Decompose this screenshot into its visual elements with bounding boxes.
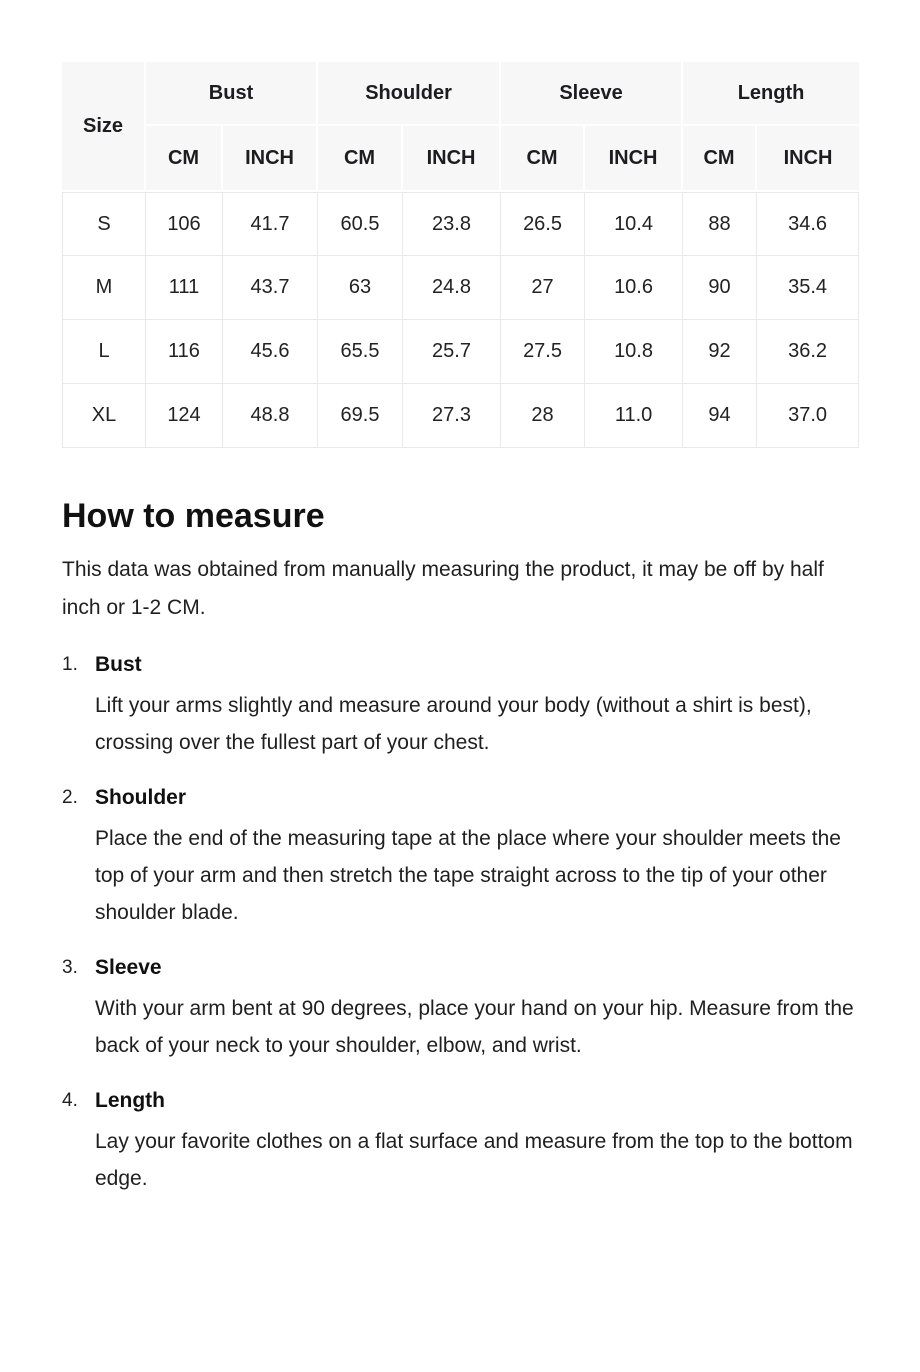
table-row-m — [62, 256, 859, 320]
value-cell: 10.8 — [585, 320, 683, 384]
step-description: With your arm bent at 90 degrees, place your hand on your hip. Measure from the back of your neck to your shoulder, elbow, and wrist. — [95, 997, 854, 1057]
value-cell: 88 — [683, 192, 757, 256]
value-cell: 94 — [683, 384, 757, 448]
unit-header-sleeve-inch: INCH — [585, 126, 683, 192]
value-cell: 37.0 — [757, 384, 859, 448]
value-cell: 106 — [146, 192, 223, 256]
step-term: Shoulder — [95, 786, 187, 809]
measure-steps-list — [62, 651, 859, 1197]
value-cell: 41.7 — [223, 192, 318, 256]
unit-header-bust-cm: CM — [146, 126, 223, 192]
value-cell: 45.6 — [223, 320, 318, 384]
step-term: Bust — [95, 653, 142, 676]
value-cell: 26.5 — [501, 192, 585, 256]
step-item-length — [62, 1087, 859, 1197]
step-number: 4. — [62, 1090, 78, 1111]
how-to-measure-title: How to measure — [62, 497, 325, 535]
step-description: Lift your arms slightly and measure around your body (without a shirt is best), crossing over the fullest part of your chest. — [95, 694, 812, 754]
step-description: Lay your favorite clothes on a flat surface and measure from the top to the bottom edge. — [95, 1130, 853, 1190]
value-cell: 124 — [146, 384, 223, 448]
value-cell: 63 — [318, 256, 403, 320]
header-group-sleeve: Sleeve — [501, 62, 683, 126]
header-group-row — [62, 62, 859, 126]
value-cell: 111 — [146, 256, 223, 320]
value-cell: 10.6 — [585, 256, 683, 320]
step-number: 1. — [62, 654, 78, 675]
size-cell: L — [62, 320, 146, 384]
value-cell: 48.8 — [223, 384, 318, 448]
step-item-sleeve — [62, 954, 859, 1064]
value-cell: 28 — [501, 384, 585, 448]
unit-header-length-inch: INCH — [757, 126, 859, 192]
size-chart-body — [62, 192, 859, 448]
step-term: Length — [95, 1089, 165, 1112]
value-cell: 27 — [501, 256, 585, 320]
value-cell: 27.5 — [501, 320, 585, 384]
step-body — [95, 1087, 859, 1197]
value-cell: 90 — [683, 256, 757, 320]
value-cell: 60.5 — [318, 192, 403, 256]
size-chart-table — [62, 62, 859, 448]
value-cell: 116 — [146, 320, 223, 384]
value-cell: 11.0 — [585, 384, 683, 448]
step-item-bust — [62, 651, 859, 761]
step-body — [95, 784, 859, 931]
size-cell: S — [62, 192, 146, 256]
header-unit-row — [62, 126, 859, 192]
step-body — [95, 954, 859, 1064]
header-group-length: Length — [683, 62, 859, 126]
size-cell: XL — [62, 384, 146, 448]
header-group-bust: Bust — [146, 62, 318, 126]
value-cell: 25.7 — [403, 320, 501, 384]
value-cell: 69.5 — [318, 384, 403, 448]
header-cell-size: Size — [62, 62, 146, 192]
how-to-measure-intro: This data was obtained from manually measuring the product, it may be off by half inch or 1-2 CM. — [62, 558, 824, 619]
size-chart-header — [62, 62, 859, 192]
value-cell: 35.4 — [757, 256, 859, 320]
table-row-l — [62, 320, 859, 384]
value-cell: 10.4 — [585, 192, 683, 256]
unit-header-shoulder-cm: CM — [318, 126, 403, 192]
step-description: Place the end of the measuring tape at the place where your shoulder meets the top of your arm and then stretch the tape straight across to the tip of your other shoulder blade. — [95, 827, 841, 924]
value-cell: 24.8 — [403, 256, 501, 320]
value-cell: 43.7 — [223, 256, 318, 320]
unit-header-shoulder-inch: INCH — [403, 126, 501, 192]
step-term: Sleeve — [95, 956, 162, 979]
size-cell: M — [62, 256, 146, 320]
step-number: 2. — [62, 787, 78, 808]
table-row-s — [62, 192, 859, 256]
value-cell: 27.3 — [403, 384, 501, 448]
step-body — [95, 651, 859, 761]
unit-header-length-cm: CM — [683, 126, 757, 192]
value-cell: 65.5 — [318, 320, 403, 384]
value-cell: 36.2 — [757, 320, 859, 384]
step-number: 3. — [62, 957, 78, 978]
value-cell: 23.8 — [403, 192, 501, 256]
unit-header-bust-inch: INCH — [223, 126, 318, 192]
value-cell: 34.6 — [757, 192, 859, 256]
table-row-xl — [62, 384, 859, 448]
value-cell: 92 — [683, 320, 757, 384]
header-group-shoulder: Shoulder — [318, 62, 501, 126]
step-item-shoulder — [62, 784, 859, 931]
unit-header-sleeve-cm: CM — [501, 126, 585, 192]
